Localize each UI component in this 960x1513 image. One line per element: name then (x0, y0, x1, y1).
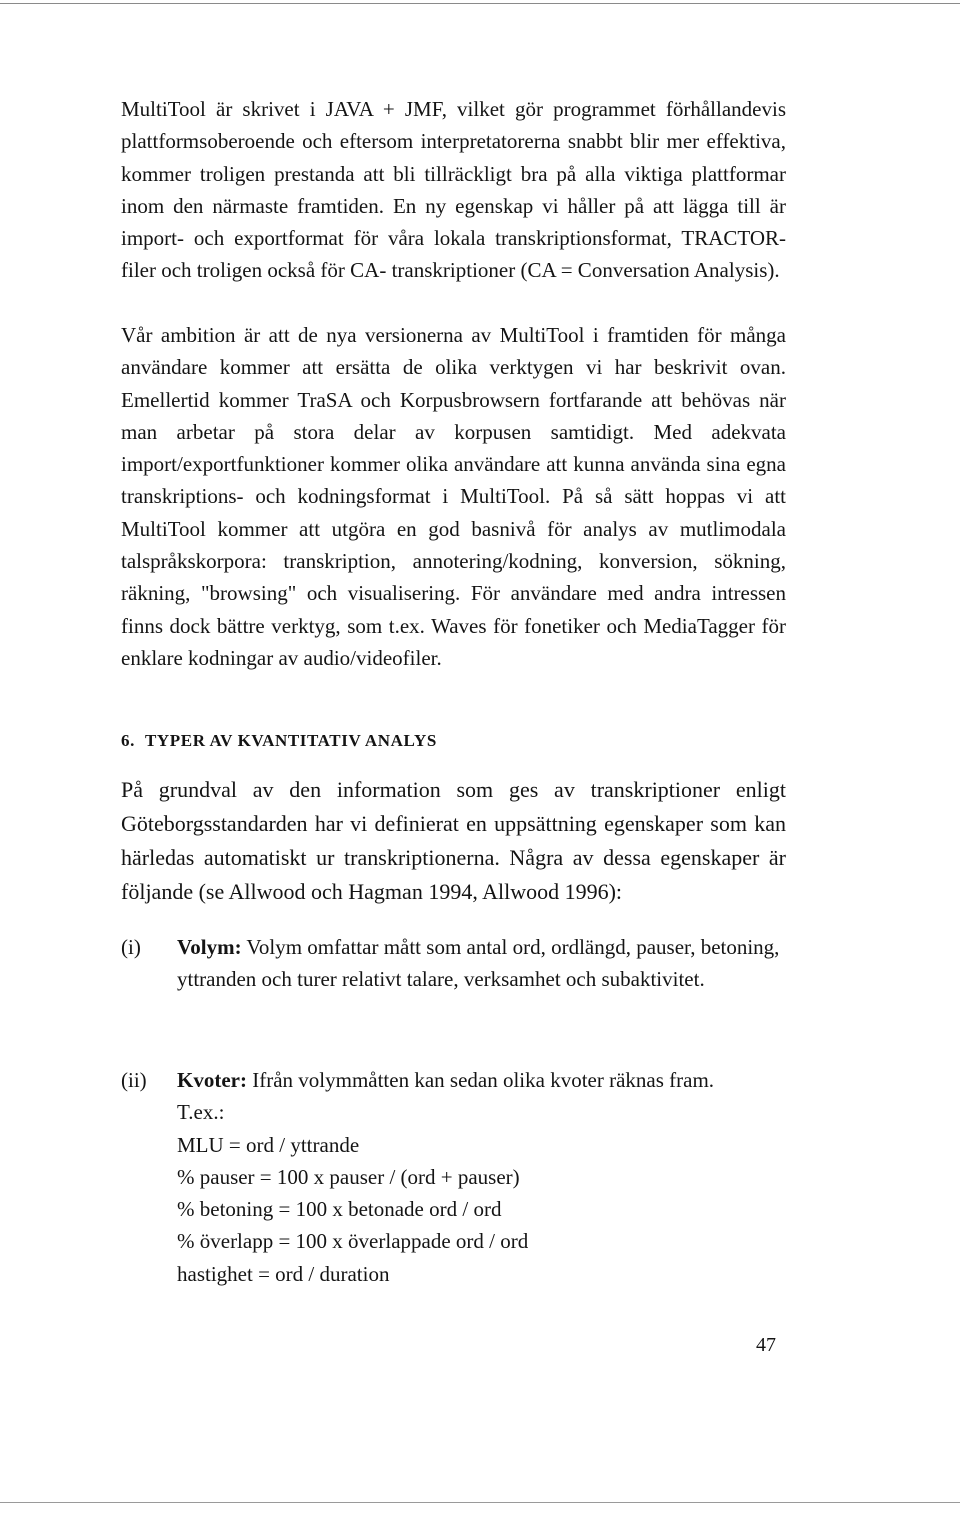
list-marker: (ii) (121, 1068, 147, 1092)
list-item-term: Kvoter: (177, 1068, 247, 1092)
section-number: 6. (121, 731, 135, 750)
formula-line: MLU = ord / yttrande (177, 1132, 360, 1157)
section-title: TYPER AV KVANTITATIV ANALYS (144, 731, 437, 750)
formula-line: % betoning = 100 x betonade ord / ord (177, 1197, 502, 1222)
paragraph-multitool-ambition: Vår ambition är att de nya versionerna av MultiTool i framtiden för många användare kommer att ersätta de olika verktygen vi har beskrivit ovan. Emellertid kommer TraSA och Korpusbrowsern fortfarande att behövas när man arbetar på stora delar av korpusen samtidigt. Med adekvata import/exportfunktioner kommer olika användare att kunna använda sina egna transkriptions- och kodningsformat i MultiTool. På så sätt hoppas vi att MultiTool kommer att utgöra en god basnivå för analys av mutlimodala talspråkskorpora: transkription, annotering/kodning, konversion, sökning, räkning, "browsing" och visualisering. För användare med andra intressen finns dock bättre verktyg, som t.ex. Waves för fonetiker och MediaTagger för enklare kodningar av audio/videofiler. (121, 323, 786, 670)
page-number: 47 (756, 1334, 776, 1356)
section-intro-paragraph: På grundval av den information som ges av transkriptioner enligt Göteborgsstandarden har vi definierat en uppsättning egenskaper som kan härledas automatiskt ur transkriptionerna. Några av dessa egenskaper är följande (se Allwood och Hagman 1994, Allwood 1996): (121, 777, 786, 904)
formula-line: hastighet = ord / duration (177, 1261, 390, 1286)
section-heading (121, 731, 437, 751)
formula-line: % överlapp = 100 x överlappade ord / ord (177, 1229, 529, 1254)
list-item-text: Volym omfattar mått som antal ord, ordlängd, pauser, betoning, yttranden och turer relativt talare, verksamhet och subaktivitet. (177, 935, 780, 992)
list-item-text: Ifrån volymmåtten kan sedan olika kvoter räknas fram. (246, 1068, 715, 1092)
bottom-scan-rule (0, 1502, 960, 1503)
example-label: T.ex.: (177, 1100, 225, 1125)
list-item-body (177, 931, 789, 996)
paragraph-multitool-platform: MultiTool är skrivet i JAVA + JMF, vilket gör programmet förhållandevis plattformsoberoende och eftersom interpretatorerna snabbt blir mer effektiva, kommer troligen prestanda att bli tillräckligt bra på alla viktiga plattformar inom den närmaste framtiden. En ny egenskap vi håller på att lägga till är import- och exportformat för våra lokala transkriptionsformat, TRACTOR-filer och troligen också för CA- transkriptioner (CA = Conversation Analysis). (121, 97, 786, 283)
list-marker: (i) (121, 935, 141, 959)
list-item-term: Volym: (177, 935, 242, 959)
top-scan-rule (0, 3, 960, 4)
list-item-body (177, 1064, 789, 1290)
formula-line: % pauser = 100 x pauser / (ord + pauser) (177, 1164, 520, 1189)
